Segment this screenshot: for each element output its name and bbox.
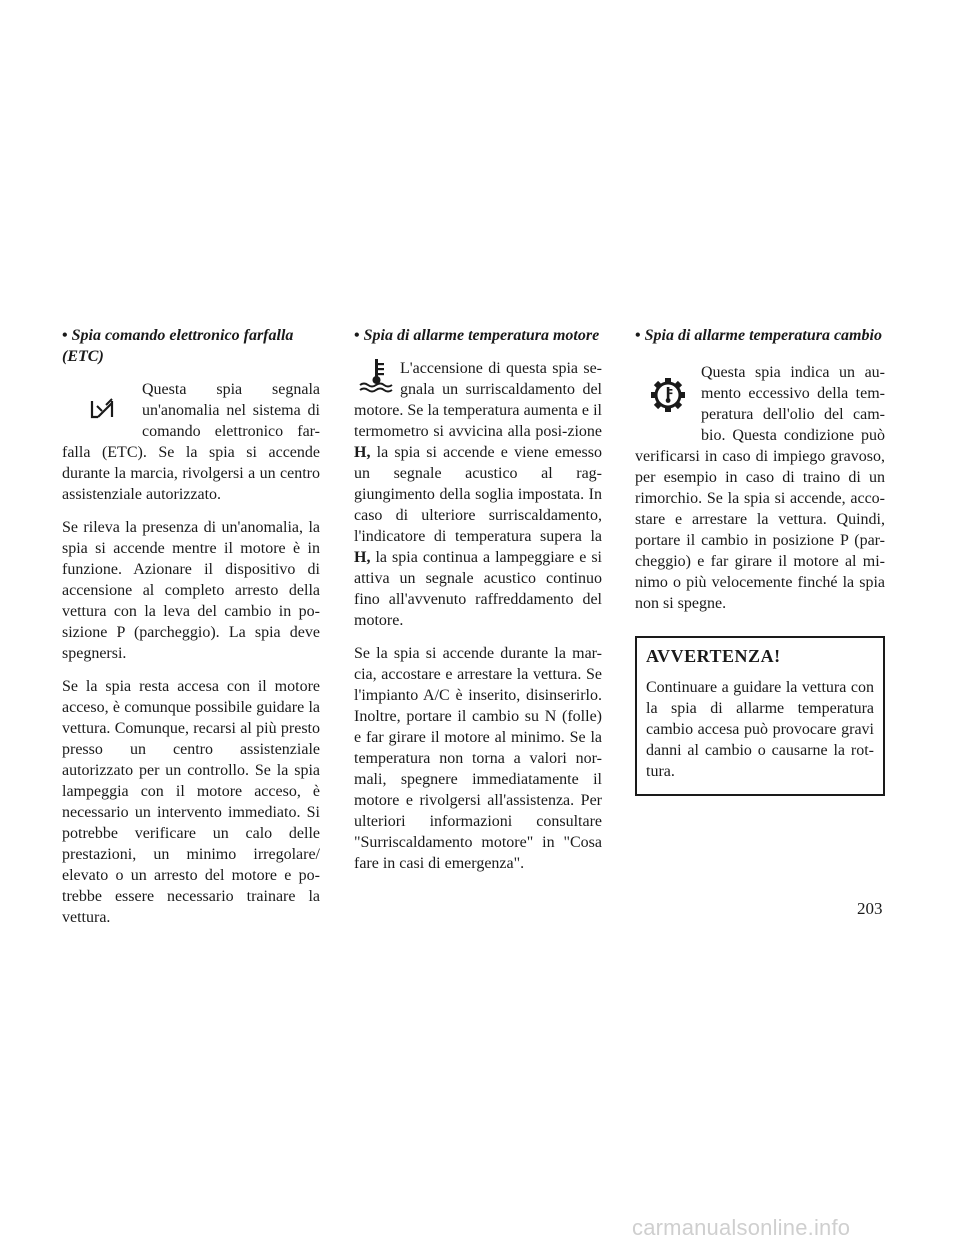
warning-title: AVVERTENZA! <box>646 646 781 666</box>
hot-marker: H, <box>354 549 371 566</box>
bullet: • <box>62 327 68 344</box>
warning-box <box>635 636 885 796</box>
watermark: carmanualsonline.info <box>632 1215 851 1240</box>
paragraph-text: la spia continua a lampeggiare e si attiva un segnale acustico continuo fino all'avvenuto raffreddamento del motore. <box>354 549 602 629</box>
section-heading-transmission-temp <box>635 325 885 346</box>
paragraph <box>62 379 320 505</box>
hot-marker: H, <box>354 444 371 461</box>
paragraph <box>354 358 602 631</box>
engine-coolant-temperature-icon <box>354 356 400 394</box>
heading-text: Spia comando elettronico farfalla (ETC) <box>62 327 294 365</box>
column-engine-temp <box>354 325 602 886</box>
bullet: • <box>635 327 641 344</box>
section-heading-engine-temp <box>354 325 602 346</box>
paragraph-text: Questa spia indica un au-mento eccessivo della tem-peratura dell'olio del cam-bio. Questa condizione può verificarsi in caso di impiego gravoso, per esempio in caso di traino di un rimorchio. Se la spia si accende, acco-stare e arrestare la vettura. Quindi, portare il cambio in posizione P (par-cheggio) e far girare il motore al mi-nimo o più velocemente finché la spia non si spegne. <box>635 364 885 612</box>
column-transmission-temp <box>635 325 885 796</box>
transmission-temperature-icon <box>635 360 701 430</box>
heading-text: Spia di allarme temperatura cambio <box>644 327 882 344</box>
paragraph <box>635 362 885 614</box>
paragraph: Se la spia si accende durante la mar-cia, accostare e arrestare la vettura. Se l'impianto A/C è inserito, disinserirlo. Inoltre, portare il cambio su N (folle) e far girare il motore al minimo. Se la temperatura non torna a valori nor-mali, spegnere immediatamente il motore e rivolgersi all'assistenza. Per ulteriori informazioni consultare "Surriscaldamento motore" in "Cosa fare in casi di emergenza". <box>354 645 602 872</box>
paragraph-text: Questa spia segnala un'anomalia nel sistema di comando elettronico far-falla (ETC). Se la spia si accende durante la marcia, rivolgersi a un centro assistenziale autorizzato. <box>62 381 320 503</box>
page-number: 203 <box>857 899 883 918</box>
warning-text: Continuare a guidare la vettura con la spia di allarme temperatura cambio accesa può provocare gravi danni al cambio o causarne la rot-tura. <box>646 679 874 780</box>
paragraph-text: la spia si accende e viene emesso un segnale acustico al rag-giungimento della soglia impostata. In caso di ulteriore surriscaldamento, l'indicatore di temperatura supera la <box>354 444 602 545</box>
throttle-control-icon <box>62 379 142 439</box>
paragraph: Se rileva la presenza di un'anomalia, la spia si accende mentre il motore è in funzione. Azionare il dispositivo di accensione al completo arresto della vettura con la leva del cambio in po-sizione P (parcheggio). La spia deve spegnersi. <box>62 519 320 662</box>
bullet: • <box>354 327 360 344</box>
column-etc <box>62 325 320 940</box>
paragraph: Se la spia resta accesa con il motore acceso, è comunque possibile guidare la vettura. Comunque, recarsi al più presto presso un centro assistenziale autorizzato per un controllo. Se la spia lampeggia con il motore acceso, è necessario un intervento immediato. Si potrebbe verificare un calo delle prestazioni, un minimo irregolare/ elevato o un arresto del motore e po-trebbe essere necessario trainare la vettura. <box>62 678 320 926</box>
heading-text: Spia di allarme temperatura motore <box>363 327 600 344</box>
section-heading-etc <box>62 325 320 367</box>
paragraph-text: L'accensione di questa spia se-gnala un surriscaldamento del motore. Se la temperatura aumenta e il termometro si avvicina alla posi-zione <box>354 360 602 440</box>
